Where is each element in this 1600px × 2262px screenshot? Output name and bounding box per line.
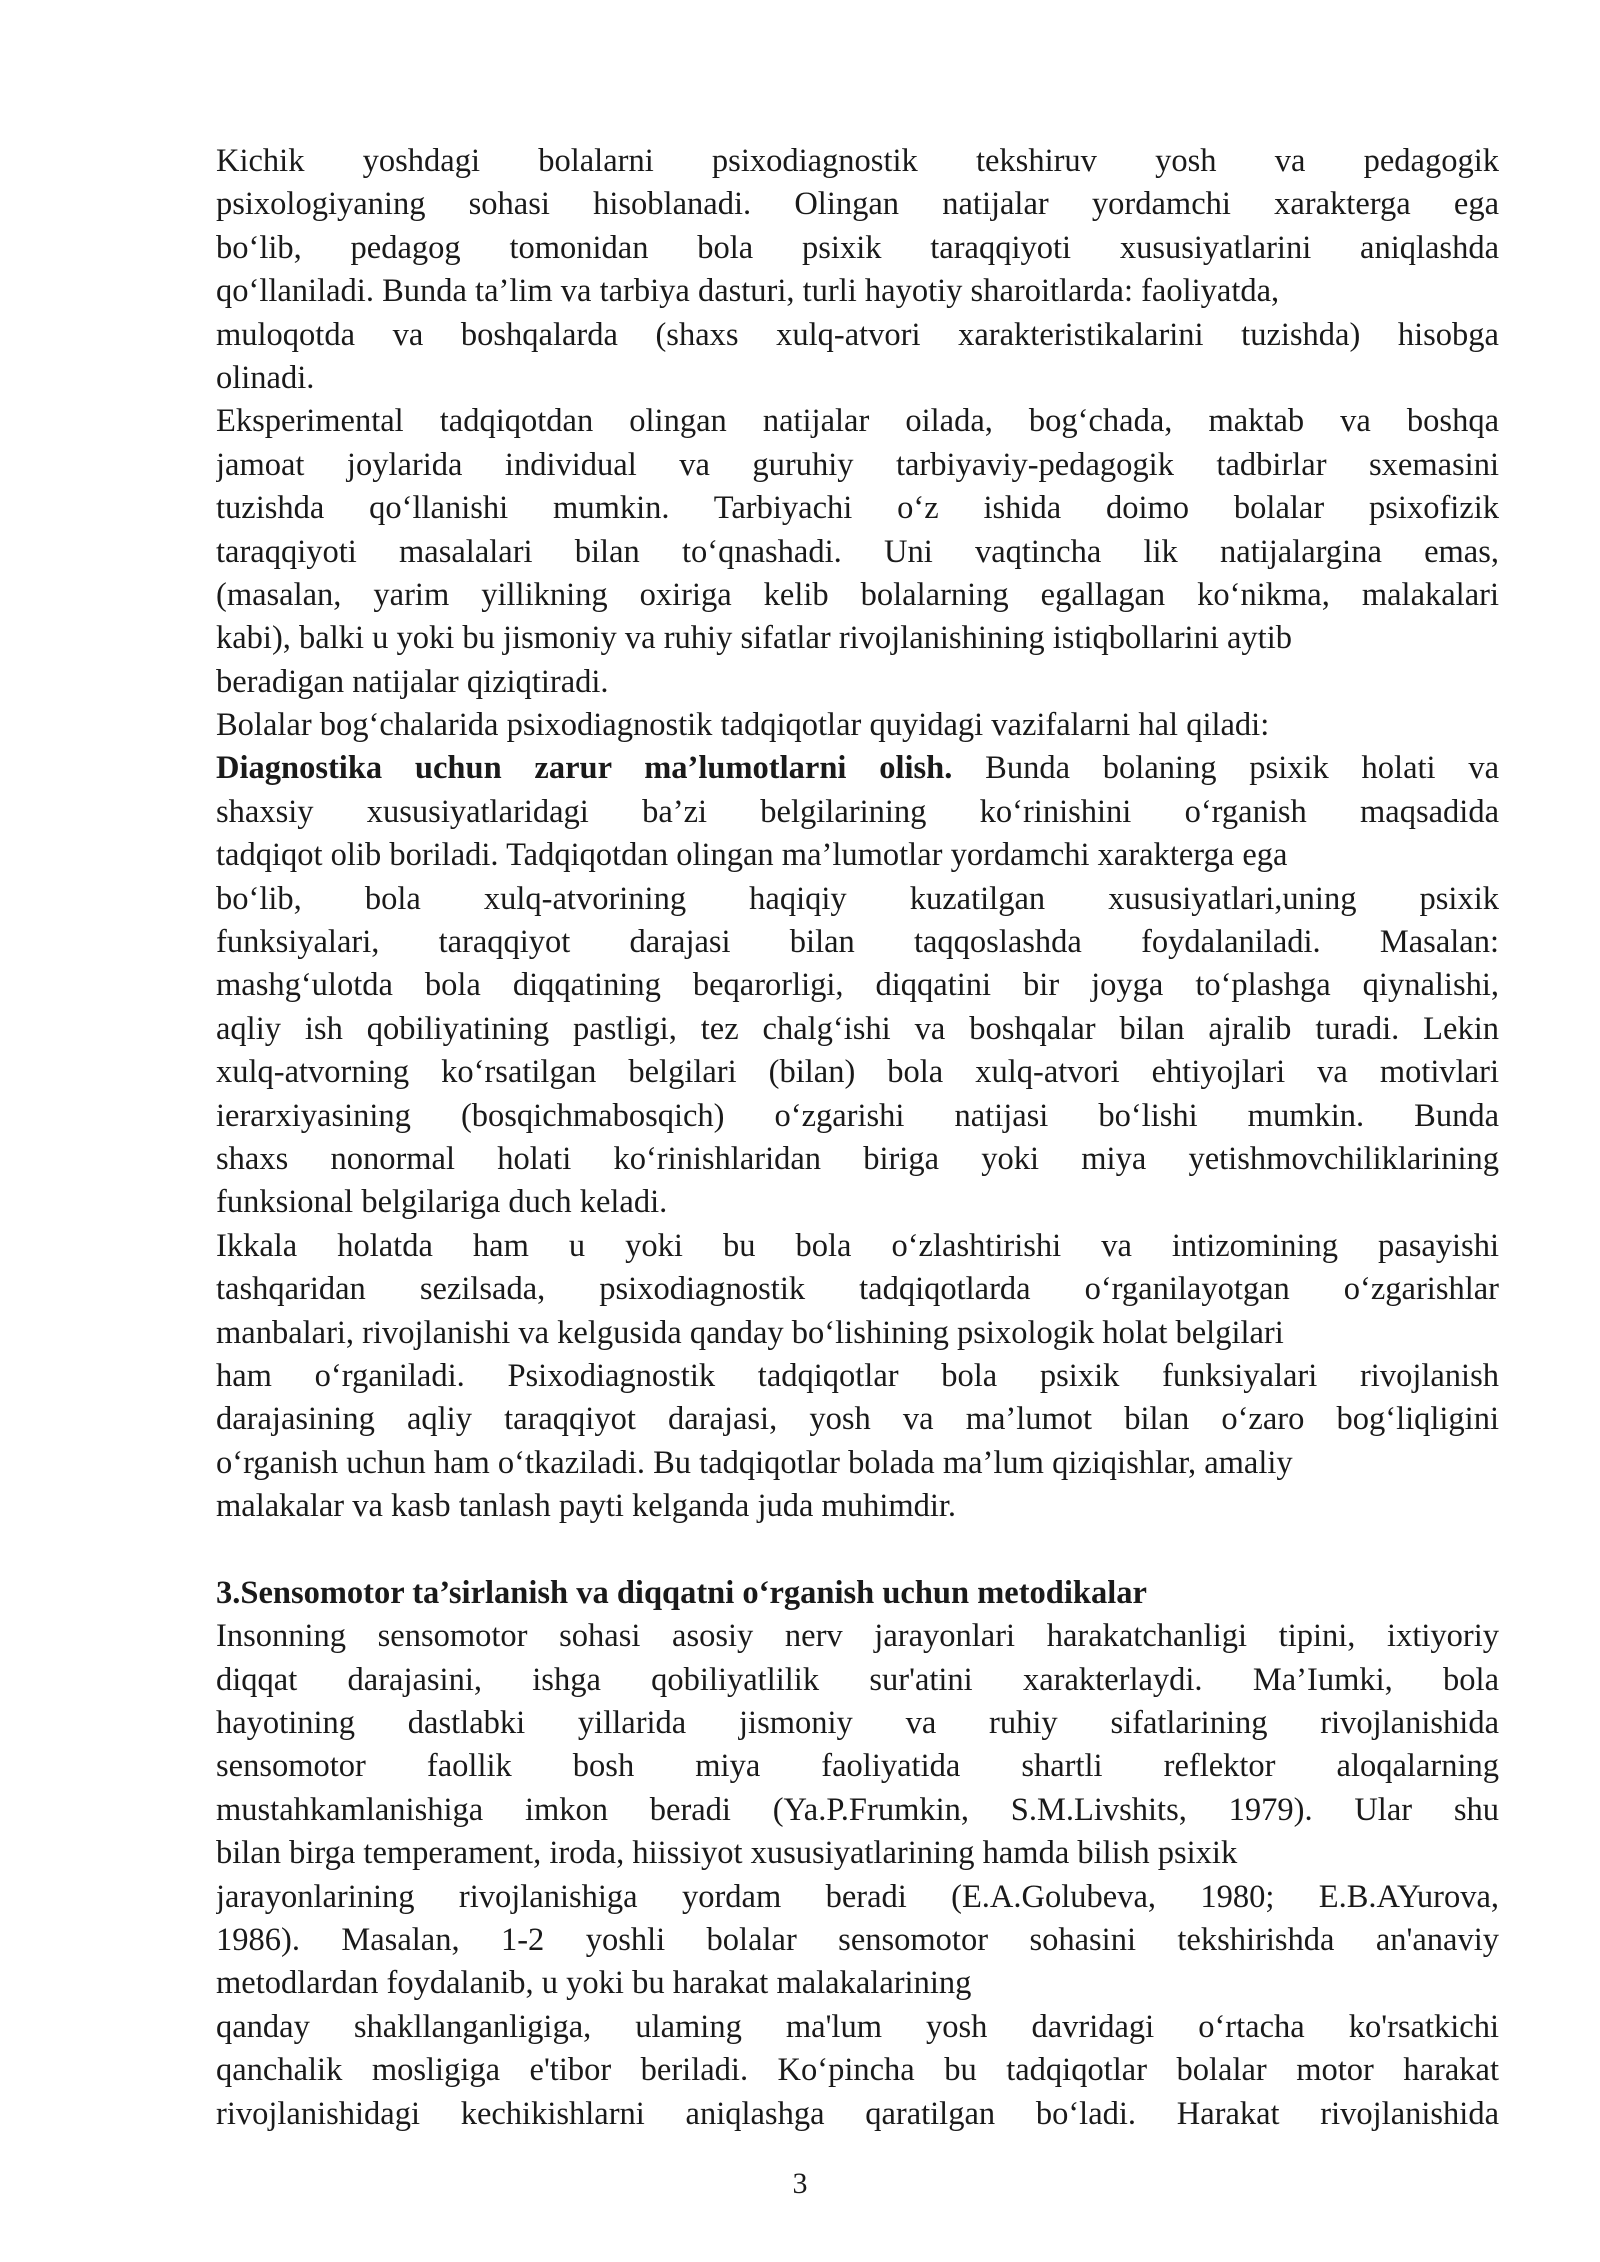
text-line [216,270,1499,313]
text-line [216,444,1499,487]
line-text: kabi), balki u yoki bu jismoniy va ruhiy sifatlar rivojlanishining istiqbollarini aytib [216,620,1292,657]
line-text: qanday shakllanganligiga, ulaming ma'lum yosh davridagi o‘rtacha ko'rsatkichi [216,2008,1499,2045]
line-text: Bunda bolaning psixik holati va [952,750,1499,787]
text-line [216,921,1499,964]
text-line [216,400,1499,443]
text-line [216,1702,1499,1745]
text-line [216,1442,1499,1485]
line-text: jamoat joylarida individual va guruhiy tarbiyaviy-pedagogik tadbirlar sxemasini [216,446,1499,483]
line-text: Kichik yoshdagi bolalarni psixodiagnostik tekshiruv yosh va pedagogik [216,143,1499,179]
line-text: mustahkamlanishiga imkon beradi (Ya.P.Frumkin, S.M.Livshits, 1979). Ular shu [216,1791,1499,1828]
text-line [216,964,1499,1007]
line-text: funksiyalari, taraqqiyot darajasi bilan taqqoslashda foydalaniladi. Masalan: [216,924,1499,961]
text-line [216,531,1499,574]
text-line [216,878,1499,921]
line-text: olinadi. [216,359,315,396]
line-text: Eksperimental tadqiqotdan olingan natijalar oilada, bog‘chada, maktab va boshqa [216,403,1499,440]
section-heading [216,1572,1499,1615]
text-line [216,747,1499,790]
text-line [216,1832,1499,1875]
text-line [216,1008,1499,1051]
text-line [216,1138,1499,1181]
line-text: beradigan natijalar qiziqtiradi. [216,663,609,700]
line-text: tadqiqot olib boriladi. Tadqiqotdan olingan ma’lumotlar yordamchi xarakterga ega [216,837,1288,874]
line-text: tashqaridan sezilsada, psixodiagnostik tadqiqotlarda o‘rganilayotgan o‘zgarishlar [216,1271,1499,1308]
bold-text: Diagnostika uchun zarur ma’lumotlarni olish. [216,750,953,787]
text-line [216,1095,1499,1138]
text-line [216,1876,1499,1919]
text-line [216,834,1499,877]
line-text: ham o‘rganiladi. Psixodiagnostik tadqiqotlar bola psixik funksiyalari rivojlanish [216,1357,1499,1394]
text-line [216,183,1499,226]
text-line [216,791,1499,834]
line-text: 1986). Masalan, 1-2 yoshli bolalar sensomotor sohasini tekshirishda an'anaviy [216,1922,1499,1959]
text-line [216,357,1499,400]
text-line [216,1398,1499,1441]
line-text: tuzishda qo‘llanishi mumkin. Tarbiyachi o‘z ishida doimo bolalar psixofizik [216,490,1499,527]
line-text: manbalari, rivojlanishi va kelgusida qanday bo‘lishining psixologik holat belgilari [216,1314,1284,1351]
line-text: Bolalar bog‘chalarida psixodiagnostik tadqiqotlar quyidagi vazifalarni hal qiladi: [216,707,1270,744]
line-text: shaxs nonormal holati ko‘rinishlaridan biriga yoki miya yetishmovchiliklarining [216,1140,1499,1177]
line-text: Insonning sensomotor sohasi asosiy nerv jarayonlari harakatchanligi tipini, ixtiyoriy [216,1618,1499,1655]
text-line [216,1312,1499,1355]
line-text: funksional belgilariga duch keladi. [216,1184,668,1221]
text-line [216,704,1499,747]
bold-text: 3.Sensomotor ta’sirlanish va diqqatni o‘rganish uchun metodikalar [216,1574,1147,1611]
text-line [216,617,1499,660]
line-text: darajasining aqliy taraqqiyot darajasi, yosh va ma’lumot bilan o‘zaro bog‘liqligini [216,1401,1499,1438]
line-text: rivojlanishidagi kechikishlarni aniqlashga qaratilgan bo‘ladi. Harakat rivojlanishida [216,2095,1499,2132]
text-line [216,1268,1499,1311]
text-line [216,1659,1499,1702]
line-text: taraqqiyoti masalalari bilan to‘qnashadi. Uni vaqtincha lik natijalargina emas, [216,533,1499,570]
text-line [216,2093,1499,2136]
text-line [216,1355,1499,1398]
text-line [216,2049,1499,2092]
line-text: o‘rganish uchun ham o‘tkaziladi. Bu tadqiqotlar bolada ma’lum qiziqishlar, amaliy [216,1444,1293,1481]
line-text: qo‘llaniladi. Bunda ta’lim va tarbiya dasturi, turli hayotiy sharoitlarda: faoliyatda, [216,273,1280,310]
line-text: bo‘lib, bola xulq-atvorining haqiqiy kuzatilgan xususiyatlari,uning psixik [216,880,1499,917]
line-text: qanchalik mosligiga e'tibor beriladi. Ko‘pincha bu tadqiqotlar bolalar motor harakat [216,2052,1499,2089]
line-text: aqliy ish qobiliyatining pastligi, tez chalg‘ishi va boshqalar bilan ajralib turadi. Lekin [216,1010,1499,1047]
line-text: muloqotda va boshqalarda (shaxs xulq-atvori xarakteristikalarini tuzishda) hisobga [216,316,1499,353]
text-line [216,1745,1499,1788]
text-line [216,1919,1499,1962]
line-text: ierarxiyasining (bosqichmabosqich) o‘zgarishi natijasi bo‘lishi mumkin. Bunda [216,1097,1499,1134]
blank-line [216,1529,1499,1572]
line-text: xulq-atvorning ko‘rsatilgan belgilari (bilan) bola xulq-atvori ehtiyojlari va motivlari [216,1054,1499,1091]
line-text: jarayonlarining rivojlanishiga yordam beradi (E.A.Golubeva, 1980; E.B.AYurova, [216,1878,1499,1915]
text-line [216,1615,1499,1658]
text-line [216,1181,1499,1224]
text-line [216,2006,1499,2049]
text-line [216,227,1499,270]
line-text: bo‘lib, pedagog tomonidan bola psixik taraqqiyoti xususiyatlarini aniqlashda [216,229,1499,266]
line-text: Ikkala holatda ham u yoki bu bola o‘zlashtirishi va intizomining pasayishi [216,1227,1499,1264]
text-line [216,1051,1499,1094]
line-text: (masalan, yarim yillikning oxiriga kelib bolalarning egallagan ko‘nikma, malakalari [216,576,1499,613]
line-text: sensomotor faollik bosh miya faoliyatida shartli reflektor aloqalarning [216,1748,1499,1785]
text-line [216,1789,1499,1832]
text-line [216,1962,1499,2005]
line-text: mashg‘ulotda bola diqqatining beqarorligi, diqqatini bir joyga to‘plashga qiynalishi, [216,967,1499,1004]
document-body [216,140,1499,2136]
line-text: psixologiyaning sohasi hisoblanadi. Olingan natijalar yordamchi xarakterga ega [216,186,1499,223]
text-line [216,1225,1499,1268]
line-text: metodlardan foydalanib, u yoki bu harakat malakalarining [216,1965,972,2002]
text-line [216,140,1499,183]
text-line [216,661,1499,704]
page-number: 3 [792,2167,808,2200]
text-line [216,1485,1499,1528]
text-line [216,574,1499,617]
line-text: shaxsiy xususiyatlaridagi ba’zi belgilarining ko‘rinishini o‘rganish maqsadida [216,793,1499,830]
line-text: hayotining dastlabki yillarida jismoniy va ruhiy sifatlarining rivojlanishida [216,1705,1499,1742]
line-text: bilan birga temperament, iroda, hiissiyot xususiyatlarining hamda bilish psixik [216,1835,1238,1872]
text-line [216,487,1499,530]
text-line [216,314,1499,357]
line-text: diqqat darajasini, ishga qobiliyatlilik sur'atini xarakterlaydi. Ma’Iumki, bola [216,1661,1499,1698]
line-text: malakalar va kasb tanlash payti kelganda juda muhimdir. [216,1488,957,1525]
